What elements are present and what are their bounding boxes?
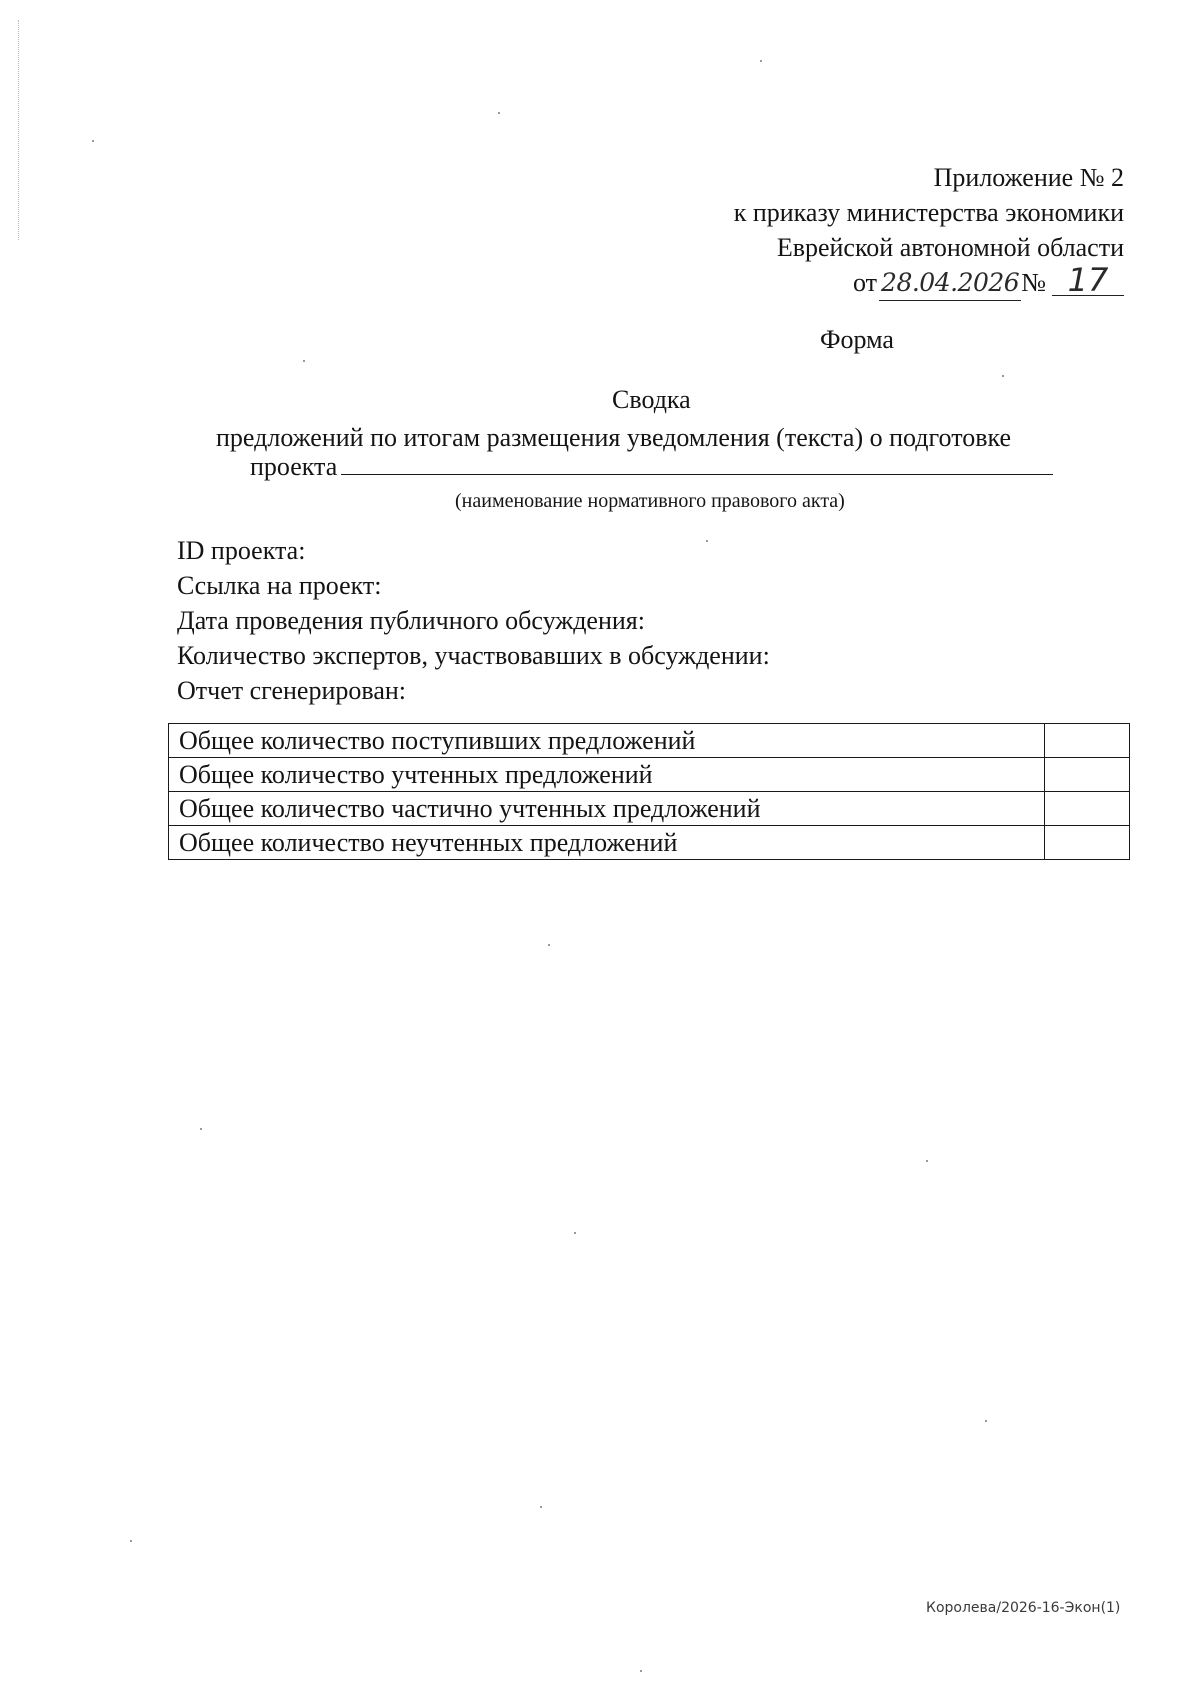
field-project-link: Ссылка на проект: [177, 571, 382, 600]
document-subtitle: предложений по итогам размещения уведомления (текста) о подготовке [216, 423, 1012, 452]
project-caption: (наименование нормативного правового акта) [455, 490, 845, 512]
scan-speck [1002, 375, 1004, 377]
stat-value [1045, 758, 1130, 792]
stat-label: Общее количество неучтенных предложений [169, 826, 1045, 860]
scan-speck [760, 60, 762, 62]
project-name-line [250, 450, 1053, 482]
stat-label: Общее количество частично учтенных предложений [169, 792, 1045, 826]
table-row [169, 724, 1130, 758]
table-row [169, 792, 1130, 826]
table-row [169, 826, 1130, 860]
handwritten-date: 28.04.2026 [879, 265, 1021, 301]
appendix-header [734, 160, 1124, 301]
scan-speck [303, 360, 305, 362]
stat-label: Общее количество учтенных предложений [169, 758, 1045, 792]
stat-label: Общее количество поступивших предложений [169, 724, 1045, 758]
scan-speck [130, 1540, 132, 1542]
proposals-stats-table [168, 723, 1130, 860]
scan-speck [548, 944, 550, 946]
from-label: от [853, 268, 878, 297]
appendix-line-3: Еврейской автономной области [776, 233, 1124, 262]
field-discussion-date: Дата проведения публичного обсуждения: [177, 606, 645, 635]
project-fields [177, 533, 770, 708]
handwritten-number: 17 [1052, 265, 1124, 296]
stat-value [1045, 826, 1130, 860]
scan-speck [640, 1670, 642, 1672]
field-report-generated: Отчет сгенерирован: [177, 676, 406, 705]
document-title: Сводка [612, 385, 691, 414]
scan-speck [498, 112, 500, 114]
scan-speck [540, 1506, 542, 1508]
table-row [169, 758, 1130, 792]
field-experts-count: Количество экспертов, участвовавших в обсуждении: [177, 641, 770, 670]
number-label: № [1021, 268, 1046, 297]
stat-value [1045, 792, 1130, 826]
scan-speck [926, 1160, 928, 1162]
stat-value [1045, 724, 1130, 758]
document-footer-code: Королева/2026-16-Экон(1) [926, 1600, 1121, 1616]
appendix-line-1: Приложение № 2 [933, 163, 1124, 192]
appendix-order-date-line [734, 261, 1124, 301]
project-name-blank [341, 450, 1053, 475]
scan-speck [574, 1232, 576, 1234]
scan-speck [200, 1128, 202, 1130]
appendix-line-2: к приказу министерства экономики [733, 198, 1124, 227]
form-label: Форма [820, 325, 894, 354]
scan-edge-marks [18, 20, 20, 240]
field-project-id: ID проекта: [177, 536, 306, 565]
scan-speck [706, 540, 708, 542]
scan-speck [985, 1420, 987, 1422]
project-label: проекта [250, 452, 338, 481]
scan-speck [92, 140, 94, 142]
